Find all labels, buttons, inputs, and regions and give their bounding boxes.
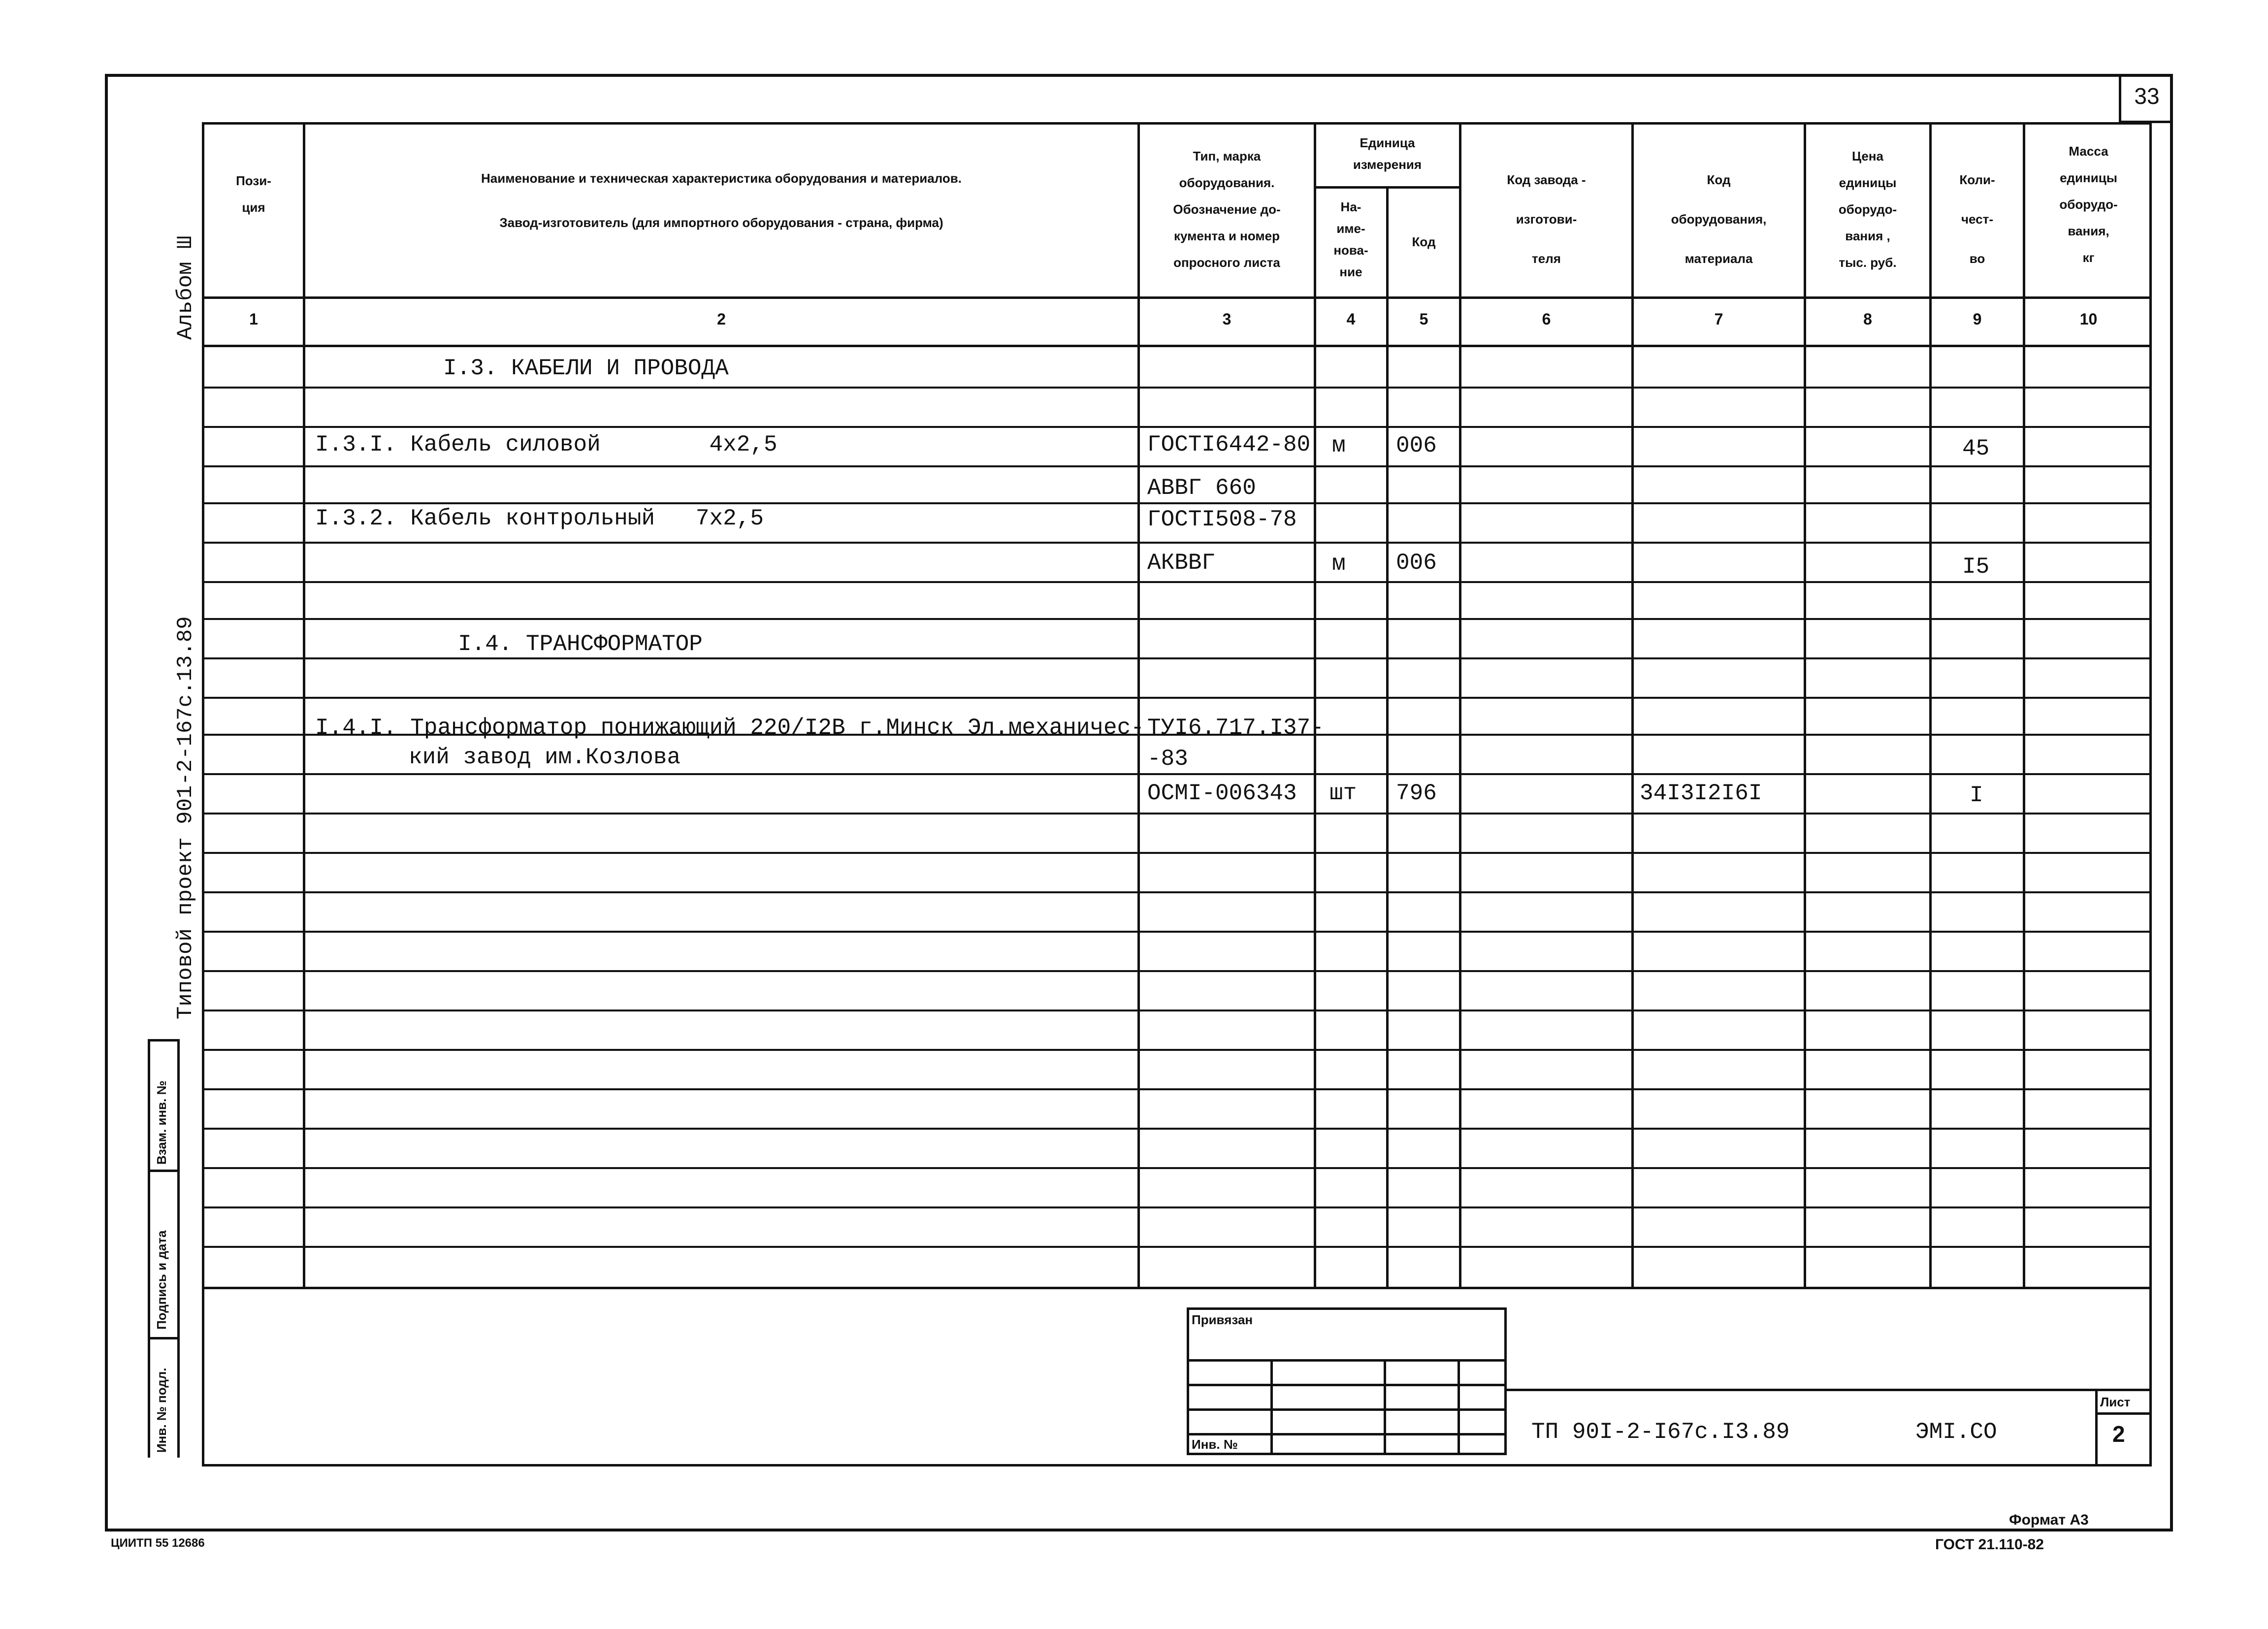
item-132-doc: ГОСТI508-78: [1147, 507, 1297, 532]
binding-strip-divider: [148, 1337, 177, 1339]
item-141-code: 796: [1396, 781, 1437, 806]
row-line: [202, 618, 2152, 620]
row-line: [202, 502, 2152, 504]
inv-no-label: Инв. №: [1192, 1437, 1238, 1452]
header-mass: Масса единицы оборудо- вания, кг: [2059, 144, 2118, 265]
header-quantity: Коли- чест- во: [1959, 172, 1995, 266]
row-line: [202, 1088, 2152, 1090]
column-number: 3: [1222, 310, 1231, 328]
item-141-mark: ОСМI-006343: [1147, 781, 1297, 806]
title-block-line: [1384, 1359, 1386, 1455]
row-line: [202, 970, 2152, 972]
row-line: [202, 542, 2152, 544]
binding-strip-divider: [148, 1039, 177, 1042]
doc-code-text: ЭМI.СО: [1915, 1419, 1997, 1445]
header-type-mark: Тип, марка оборудования. Обозначение до- кумента и номер опросного листа: [1173, 149, 1281, 270]
unit-header-divider: [1314, 186, 1459, 189]
project-label: Типовой проект 901-2-167с.13.89: [173, 616, 198, 1019]
designation-line: [1507, 1389, 2152, 1391]
column-number: 4: [1346, 310, 1356, 328]
row-line: [202, 1010, 2152, 1011]
header-material-code: Код оборудования, материала: [1671, 172, 1767, 266]
sheet-value: 2: [2112, 1421, 2125, 1447]
colnum-bottom-line: [202, 345, 2152, 347]
column-number: 6: [1542, 310, 1551, 328]
row-line: [202, 852, 2152, 854]
row-line: [202, 657, 2152, 659]
designation-line: [2095, 1389, 2098, 1466]
item-141-qty: I: [1970, 782, 1983, 808]
designation-text: ТП 90I-2-I67с.I3.89: [1531, 1419, 1790, 1445]
header-price: Цена единицы оборудо- вания , тыс. руб.: [1838, 149, 1897, 270]
section-cables-title: I.3. КАБЕЛИ И ПРОВОДА: [443, 356, 729, 381]
gost-label: ГОСТ 21.110-82: [1935, 1536, 2044, 1553]
column-number: 10: [2079, 310, 2098, 328]
inv-orig-label: Инв. № подл.: [154, 1368, 169, 1453]
row-line: [202, 387, 2152, 389]
header-unit-code: Код: [1412, 234, 1436, 249]
item-131-doc: ГОСТI6442-80: [1147, 432, 1311, 457]
header-position: Пози- ция: [236, 173, 271, 215]
item-141-doc-cont: -83: [1147, 746, 1188, 772]
header-bottom-line: [202, 296, 2152, 299]
header-name-line1: Наименование и техническая характеристика оборудования и материалов.: [481, 171, 962, 186]
row-line: [202, 1167, 2152, 1169]
header-unit: Единица измерения: [1353, 135, 1422, 172]
row-line: [202, 1206, 2152, 1208]
row-line: [202, 426, 2152, 428]
row-line: [202, 1246, 2152, 1248]
row-line: [202, 1128, 2152, 1130]
item-132-qty: I5: [1962, 554, 1990, 580]
column-number: 7: [1714, 310, 1723, 328]
column-number: 8: [1863, 310, 1872, 328]
row-line: [202, 465, 2152, 467]
column-number: 2: [717, 310, 726, 328]
item-132-unit: м: [1332, 551, 1346, 577]
item-141-doc: ТУI6.717.I37-: [1147, 715, 1324, 741]
album-label: Альбом Ш: [173, 235, 198, 340]
item-132-mark: АКВВГ: [1147, 550, 1216, 576]
item-141-matcode: 34I3I2I6I: [1640, 781, 1762, 806]
section-transformer-title: I.4. ТРАНСФОРМАТОР: [458, 631, 703, 657]
item-131-code: 006: [1396, 433, 1437, 458]
row-line: [202, 581, 2152, 583]
row-line: [202, 813, 2152, 814]
header-name-line2: Завод-изготовитель (для импортного оборудования - страна, фирма): [499, 215, 943, 230]
sheet-label: Лист: [2100, 1395, 2131, 1409]
col-line: [1386, 187, 1389, 1289]
sheet-label-line: [2095, 1412, 2152, 1415]
item-141-name-cont: кий завод им.Козлова: [409, 745, 681, 770]
row-line: [202, 931, 2152, 933]
row-line: [202, 697, 2152, 699]
item-141-name: I.4.I. Трансформатор понижающий 220/I2В г.Минск Эл.механичес-: [315, 715, 1144, 741]
binding-strip-line: [148, 1039, 150, 1458]
row-line: [202, 1049, 2152, 1051]
sheet-number: 33: [2134, 83, 2160, 109]
column-number: 1: [249, 310, 258, 328]
item-131-unit: м: [1332, 433, 1346, 458]
title-block-line: [1270, 1359, 1273, 1455]
inv-vzam-label: Взам. инв. №: [154, 1080, 169, 1165]
table-body-bottom: [202, 1287, 2152, 1289]
sign-date-label: Подпись и дата: [154, 1230, 169, 1330]
row-line: [202, 773, 2152, 775]
format-label: Формат А3: [2009, 1512, 2089, 1528]
item-132-name: I.3.2. Кабель контрольный 7х2,5: [315, 506, 764, 531]
column-number: 5: [1419, 310, 1428, 328]
header-unit-name: На- име- нова- ние: [1333, 199, 1368, 279]
binding-strip-divider: [148, 1170, 177, 1172]
item-131-mark: АВВГ 660: [1147, 475, 1256, 501]
title-block-line: [1458, 1359, 1460, 1455]
binding-strip-line: [177, 1039, 180, 1458]
item-132-code: 006: [1396, 550, 1437, 576]
privyazan-label: Привязан: [1192, 1312, 1253, 1327]
print-mark: ЦИИТП 55 12686: [111, 1536, 205, 1550]
row-line: [202, 891, 2152, 893]
item-141-unit: шт: [1329, 781, 1357, 806]
column-number: 9: [1973, 310, 1982, 328]
header-plant-code: Код завода - изготови- теля: [1507, 172, 1586, 266]
item-131-qty: 45: [1962, 436, 1990, 461]
item-131-name: I.3.I. Кабель силовой 4х2,5: [315, 432, 778, 457]
